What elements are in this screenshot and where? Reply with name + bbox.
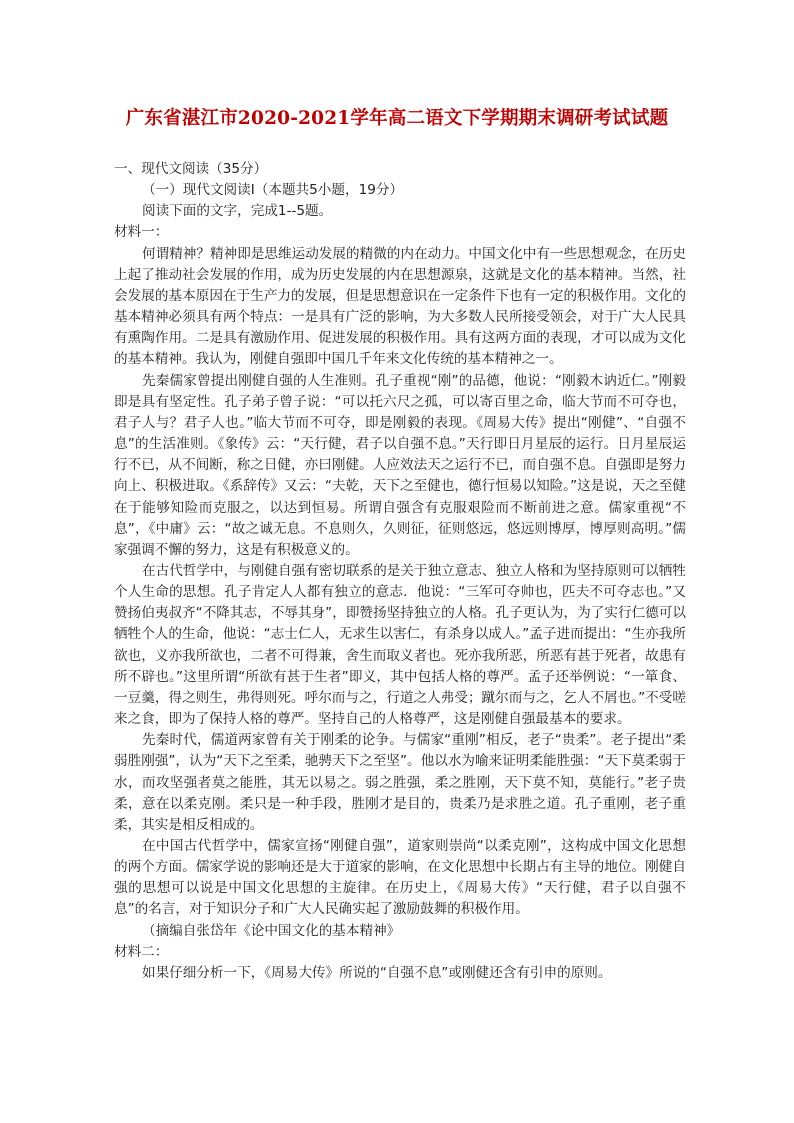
subsection-heading: （一）现代文阅读Ⅰ（本题共5小题，19分） — [142, 182, 404, 199]
paragraph: 何谓精神？精神即是思维运动发展的精微的内在动力。中国文化中有一些思想观念，在历史上起了推动社会发展的作用，成为历史发展的内在思想源泉，这就是文化的基本精神。当然，社会发展的基本原因在于生产力的发展，但是思想意识在一定条件下也有一定的积极作用。文化的基本精神必须具有两个特点：一是具有广泛的影响，为大多数人民所接受领会，对于广大人民具有熏陶作用。二是具有激励作用、促进发展的积极作用。具有这两方面的表现，才可以成为文化的基本精神。我认为，刚健自强即中国几千年来文化传统的基本精神之一。 — [114, 245, 686, 368]
material-two-text: 如果仔细分析一下，《周易大传》所说的“自强不息”或刚健还含有引申的原则。 — [142, 964, 612, 981]
section-heading: 一、现代文阅读（35分） — [114, 161, 268, 177]
paragraph: 先秦儒家曾提出刚健自强的人生准则。孔子重视“刚”的品德，他说：“刚毅木讷近仁。”刚毅即是具有坚定性。孔子弟子曾子说：“可以托六尺之孤，可以寄百里之命，临大节而不可夺也，君子人与？君子人也。”临大节而不可夺，即是刚毅的表现。《周易大传》提出“刚健”、“自强不息”的生活准则。《象传》云：“天行健，君子以自强不息。”天行即日月星辰的运行。日月星辰运行不已，从不间断，称之日健，亦曰刚健。人应效法天之运行不已，而自强不息。自强即是努力向上、积极进取。《系辞传》又云：“夫乾，天下之至健也，德行恒易以知险。”这是说，天之至健在于能够知险而克服之，以达到恒易。所谓自强含有克服艰险而不断前进之意。儒家重视“不息”，《中庸》云：“故之诚无息。不息则久，久则征，征则悠远，悠远则博厚，博厚则高明。”儒家强调不懈的努力，这是有积极意义的。 — [114, 372, 686, 558]
document-body — [114, 159, 686, 984]
material-two-label: 材料二： — [114, 943, 169, 960]
material-one-label: 材料一： — [114, 224, 169, 241]
paragraph: 在古代哲学中，与刚健自强有密切联系的是关于独立意志、独立人格和为坚持原则可以牺牲个人生命的思想。孔子肯定人人都有独立的意志．他说：“三军可夺帅也，匹夫不可夺志也。”又赞扬伯夷叔齐“不降其志，不辱其身”，即赞扬坚持独立的人格。孔子更认为，为了实行仁德可以牺牲个人的生命，他说：“志士仁人，无求生以害仁，有杀身以成人。”孟子进而提出：“生亦我所欲也，义亦我所欲也，二者不可得兼，舍生而取义者也。死亦我所恶，所恶有甚于死者，故患有所不辟也。”这里所谓“所欲有甚于生者”即义，其中包括人格的尊严。孟子还举例说：“一箪食、一豆羹，得之则生，弗得则死。呼尔而与之，行道之人弗受；蹴尔而与之，乞人不屑也。”不受嗟来之食，即为了保持人格的尊严。坚持自己的人格尊严，这是刚健自强最基本的要求。 — [114, 562, 686, 728]
paragraph: 在中国古代哲学中，儒家宣扬“刚健自强”，道家则崇尚“以柔克刚”，这构成中国文化思想的两个方面。儒家学说的影响还是大于道家的影响，在文化思想中长期占有主导的地位。刚健自强的思想可以说是中国文化思想的主旋律。在历史上，《周易大传》“天行健，君子以自强不息”的名言，对于知识分子和广大人民确实起了激励鼓舞的积极作用。 — [114, 838, 686, 918]
document-title: 广东省湛江市2020-2021学年高二语文下学期期末调研考试试题 — [125, 108, 669, 129]
reading-instruction: 阅读下面的文字，完成1--5题。 — [142, 203, 333, 220]
paragraph: 先秦时代，儒道两家曾有关于刚柔的论争。与儒家“重刚”相反，老子“贵柔”。老子提出“柔弱胜刚强”，认为“天下之至柔，驰骋天下之至坚”。他以水为喻来证明柔能胜强：“天下莫柔弱于水，而攻坚强者莫之能胜，其无以易之。弱之胜强，柔之胜刚，天下莫不知，莫能行。”老子贵柔，意在以柔克刚。柔只是一种手段，胜刚才是目的，贵柔乃是求胜之道。孔子重刚，老子重柔，其实是相反相成的。 — [114, 732, 686, 833]
source-citation: （摘编自张岱年《论中国文化的基本精神》 — [142, 922, 401, 939]
